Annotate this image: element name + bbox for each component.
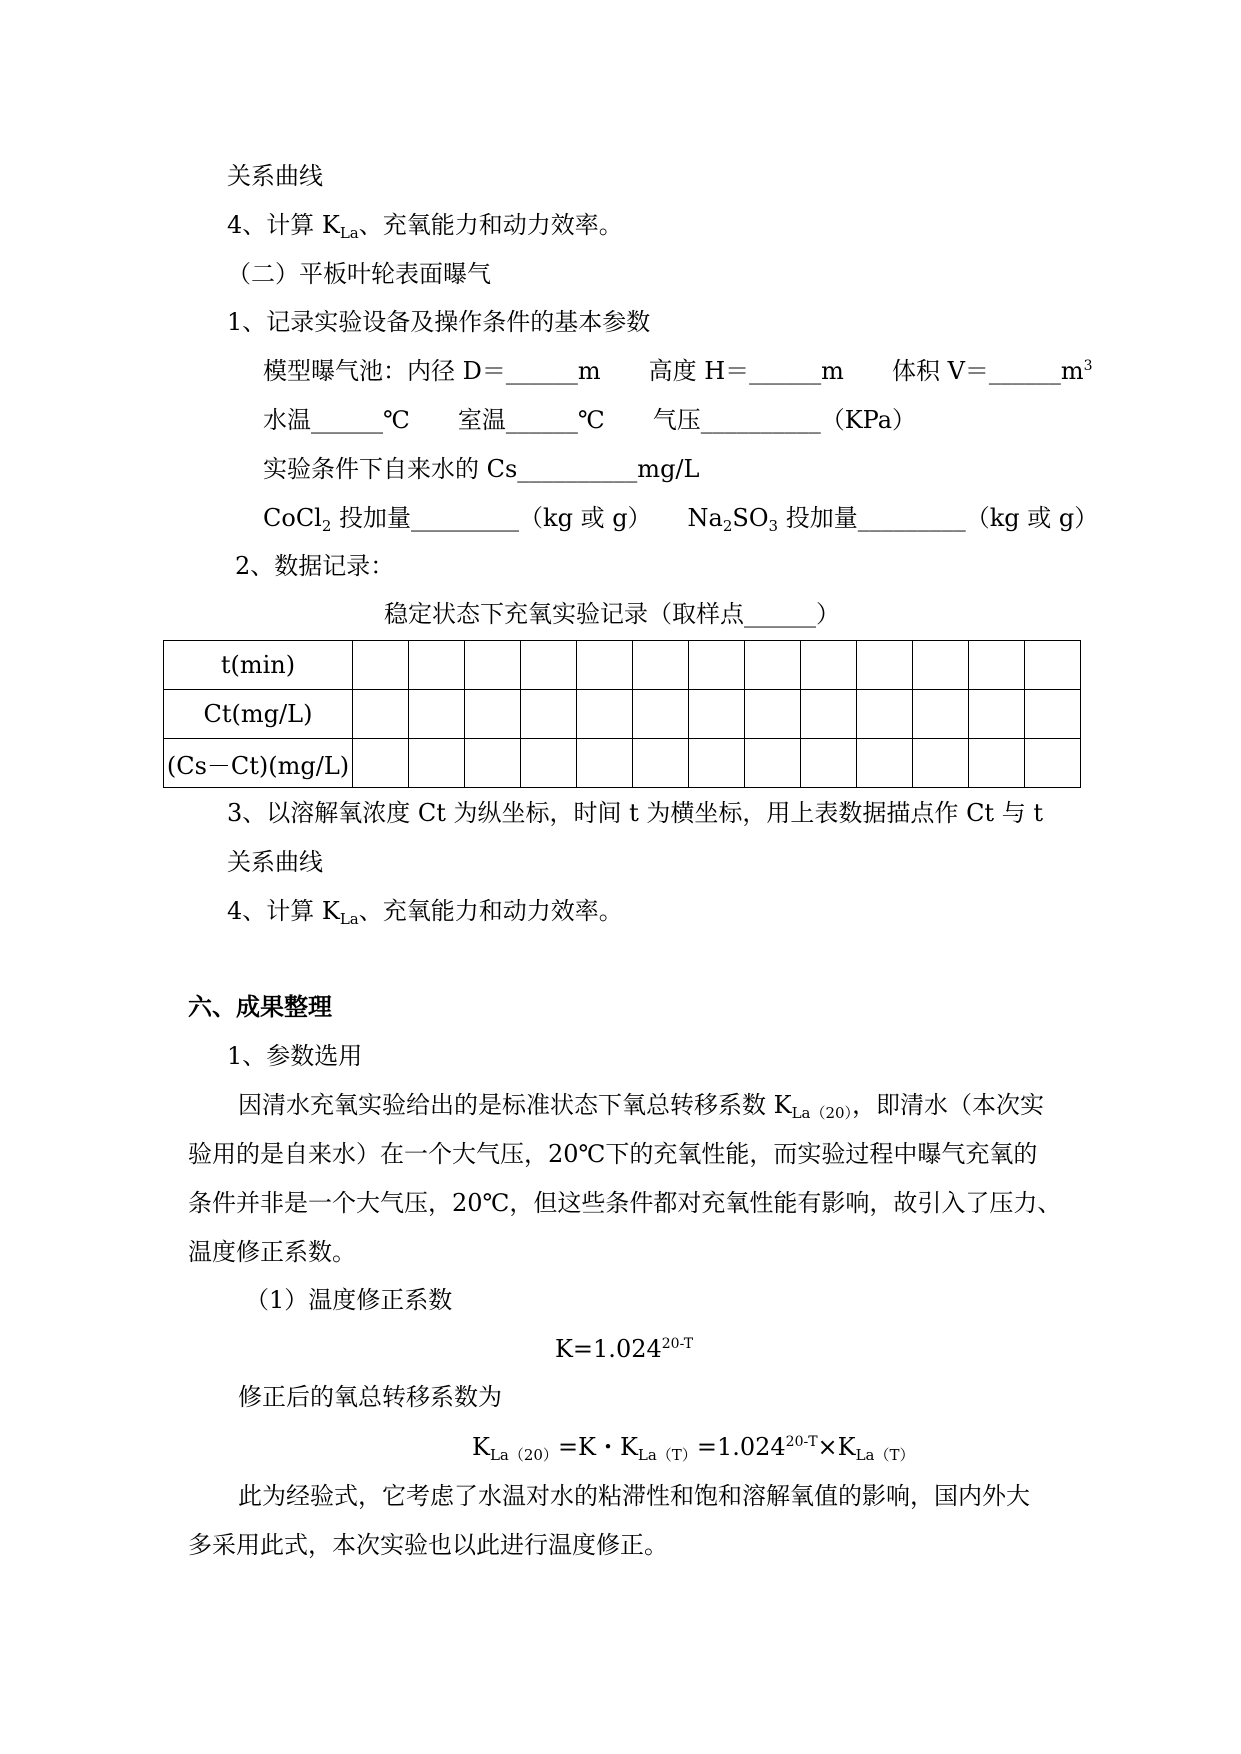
empty-data-cell	[521, 690, 577, 739]
formula-k-exponent: 20-T	[661, 1336, 694, 1352]
empty-data-cell	[801, 690, 857, 739]
para1-line2: 验用的是自来水）在一个大气压，20℃下的充氧性能，而实验过程中曝气充氧的	[188, 1140, 1038, 1168]
cocl-subscript: 2	[321, 517, 332, 535]
empty-data-cell	[409, 641, 465, 690]
empty-data-cell	[801, 641, 857, 690]
so-text: SO	[732, 504, 769, 532]
para1-line1-post: ，即清水（本次实	[852, 1091, 1045, 1119]
empty-data-cell	[857, 641, 913, 690]
kla20-subscript: La（20）	[791, 1104, 853, 1122]
empty-data-cell	[409, 690, 465, 739]
cubic-superscript: 3	[1083, 358, 1093, 374]
empty-data-cell	[521, 641, 577, 690]
section-6-title: 六、成果整理	[188, 992, 332, 1021]
item-4-text-post: 、充氧能力和动力效率。	[358, 211, 623, 239]
table-row	[164, 641, 1081, 690]
item-4-calc-kla-2	[227, 897, 623, 928]
so-subscript: 3	[768, 517, 779, 535]
row-header: t(min)	[164, 641, 353, 690]
row-header: (Cs－Ct)(mg/L)	[164, 739, 353, 788]
empty-data-cell	[857, 690, 913, 739]
f2-times-sub: La（T）	[855, 1446, 915, 1464]
f2-k-sub: La（20）	[489, 1446, 558, 1464]
kla-subscript: La	[339, 224, 359, 242]
empty-data-cell	[801, 739, 857, 788]
cocl-text: CoCl	[263, 504, 322, 532]
item-4-text-pre-2: 4、计算 K	[227, 897, 340, 925]
formula-kla-corrected	[472, 1433, 915, 1464]
cs-line: 实验条件下自来水的 Cs__________mg/L	[263, 455, 700, 483]
empty-data-cell	[577, 739, 633, 788]
item-4-calc-kla	[227, 211, 623, 242]
empty-data-cell	[689, 739, 745, 788]
pool-dimensions-line	[263, 357, 1093, 385]
empty-data-cell	[353, 739, 409, 788]
para2-line1: 此为经验式，它考虑了水温对水的粘滞性和饱和溶解氧值的影响，国内外大	[238, 1482, 1030, 1510]
empty-data-cell	[353, 641, 409, 690]
curve-label-continuation-2: 关系曲线	[227, 848, 323, 876]
dosage-line	[263, 504, 1099, 535]
empty-data-cell	[577, 690, 633, 739]
formula-k	[555, 1335, 693, 1363]
formula-k-base: K=1.024	[555, 1335, 662, 1363]
empty-data-cell	[633, 739, 689, 788]
param-heading: 1、记录实验设备及操作条件的基本参数	[227, 308, 651, 336]
empty-data-cell	[1025, 641, 1081, 690]
para1-line4: 温度修正系数。	[188, 1238, 356, 1266]
table-row	[164, 739, 1081, 788]
empty-data-cell	[465, 739, 521, 788]
row-header: Ct(mg/L)	[164, 690, 353, 739]
f2-k: K	[472, 1433, 490, 1461]
item-4-text-pre: 4、计算 K	[227, 211, 340, 239]
empty-data-cell	[689, 690, 745, 739]
param-select-heading: 1、参数选用	[227, 1042, 363, 1070]
para1-line1	[238, 1091, 1045, 1122]
f2-mid-sub: La（T）	[637, 1446, 697, 1464]
pool-dimensions-text: 模型曝气池：内径 D＝______m 高度 H＝______m 体积 V＝______m	[263, 357, 1084, 385]
table-caption: 稳定状态下充氧实验记录（取样点______）	[384, 600, 840, 628]
f2-mid: =K・K	[557, 1433, 638, 1461]
kla-subscript-2: La	[339, 910, 359, 928]
item-4-text-post-2: 、充氧能力和动力效率。	[358, 897, 623, 925]
para1-line3: 条件并非是一个大气压，20℃，但这些条件都对充氧性能有影响，故引入了压力、	[188, 1189, 1062, 1217]
table-row	[164, 690, 1081, 739]
temp-correction-title: （1）温度修正系数	[245, 1286, 453, 1314]
f2-times: ×K	[817, 1433, 856, 1461]
corrected-label: 修正后的氧总转移系数为	[238, 1383, 502, 1411]
empty-data-cell	[409, 739, 465, 788]
curve-label-continuation: 关系曲线	[227, 162, 323, 190]
empty-data-cell	[465, 690, 521, 739]
na-subscript: 2	[722, 517, 733, 535]
empty-data-cell	[969, 739, 1025, 788]
empty-data-cell	[969, 641, 1025, 690]
empty-data-cell	[1025, 690, 1081, 739]
empty-data-cell	[633, 641, 689, 690]
empty-data-cell	[1025, 739, 1081, 788]
f2-base: =1.024	[696, 1433, 786, 1461]
oxygen-record-table	[163, 640, 1081, 788]
dose-mid-text: 投加量_________（kg 或 g） Na	[331, 504, 723, 532]
empty-data-cell	[689, 641, 745, 690]
empty-data-cell	[913, 690, 969, 739]
empty-data-cell	[913, 739, 969, 788]
para1-line1-pre: 因清水充氧实验给出的是标准状态下氧总转移系数 K	[238, 1091, 792, 1119]
empty-data-cell	[633, 690, 689, 739]
para2-line2: 多采用此式，本次实验也以此进行温度修正。	[188, 1531, 668, 1559]
empty-data-cell	[857, 739, 913, 788]
empty-data-cell	[353, 690, 409, 739]
empty-data-cell	[745, 739, 801, 788]
empty-data-cell	[745, 690, 801, 739]
dose-end-text: 投加量_________（kg 或 g）	[778, 504, 1099, 532]
empty-data-cell	[521, 739, 577, 788]
empty-data-cell	[969, 690, 1025, 739]
empty-data-cell	[745, 641, 801, 690]
section-2-title: （二）平板叶轮表面曝气	[227, 260, 491, 288]
empty-data-cell	[465, 641, 521, 690]
item-3-instruction: 3、以溶解氧浓度 Ct 为纵坐标，时间 t 为横坐标，用上表数据描点作 Ct 与 t	[227, 799, 1043, 827]
empty-data-cell	[913, 641, 969, 690]
temperature-line: 水温______℃ 室温______℃ 气压__________（KPa）	[263, 406, 917, 434]
f2-exponent: 20-T	[785, 1434, 818, 1450]
data-record-heading: 2、数据记录：	[235, 552, 395, 580]
empty-data-cell	[577, 641, 633, 690]
